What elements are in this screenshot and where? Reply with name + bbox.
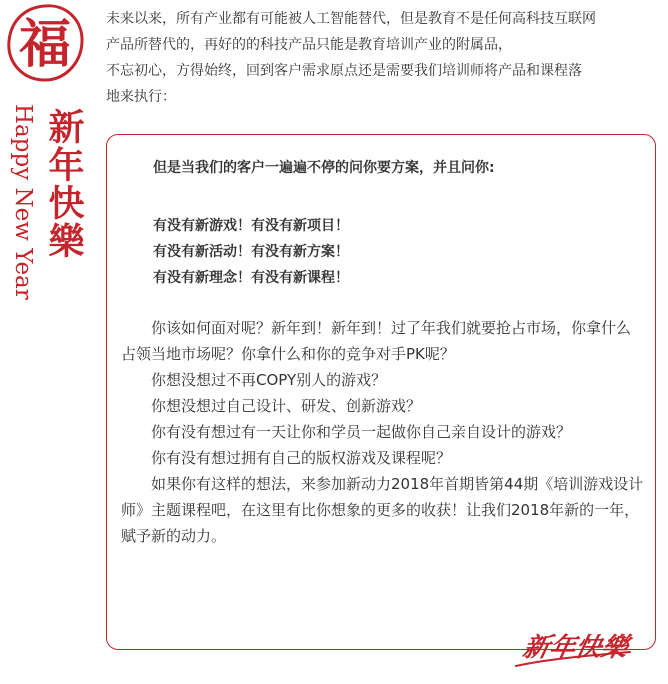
body-paragraph: 如果你有这样的想法，来参加新动力2018年首期皆第44期《培训游戏设计师》主题课程吧，在这里有比你想象的更多的收获！让我们2018年新的一年，赋予新的动力。	[121, 475, 644, 545]
question-list	[153, 213, 349, 291]
intro-line: 不忘初心，方得始终，回到客户需求原点还是需要我们培训师将产品和课程落	[106, 63, 582, 79]
question-item: 有没有新理念！有没有新课程！	[153, 270, 349, 286]
body-paragraph: 你有没有想过有一天让你和学员一起做你自己亲自设计的游戏？	[151, 423, 572, 441]
question-item: 有没有新活动！有没有新方案！	[153, 244, 349, 260]
body-paragraph: 你该如何面对呢？新年到！新年到！过了年我们就要抢占市场，你拿什么占领当地市场呢？你拿什么和你的竞争对手PK呢？	[121, 319, 632, 363]
signature-text: 新年快樂	[520, 632, 631, 663]
sidebar-decoration	[0, 0, 100, 300]
intro-line: 地来执行：	[106, 89, 176, 105]
body-paragraph: 你想没想过不再COPY别人的游戏？	[151, 371, 387, 389]
intro-line: 产品所替代的，再好的的科技产品只能是教育培训产业的附属品，	[106, 37, 512, 53]
svg-text:福: 福	[18, 14, 72, 75]
new-year-chinese-text: 新年快樂	[43, 108, 85, 260]
intro-line: 未来以来，所有产业都有可能被人工智能替代，但是教育不是任何高科技互联网	[106, 11, 596, 27]
signature-calligraphy	[512, 626, 636, 670]
question-item: 有没有新游戏！有没有新项目！	[153, 218, 349, 234]
card-heading: 但是当我们的客户一遍遍不停的问你要方案，并且问你:	[153, 160, 495, 176]
content-card	[106, 134, 656, 650]
fu-seal-icon	[4, 2, 86, 84]
intro-paragraph	[106, 6, 662, 110]
body-paragraph: 你想没想过自己设计、研发、创新游戏？	[151, 397, 422, 415]
card-body	[121, 315, 645, 549]
happy-new-year-text: Happy New Year	[10, 104, 36, 300]
body-paragraph: 你有没有想过拥有自己的版权游戏及课程呢？	[151, 449, 452, 467]
